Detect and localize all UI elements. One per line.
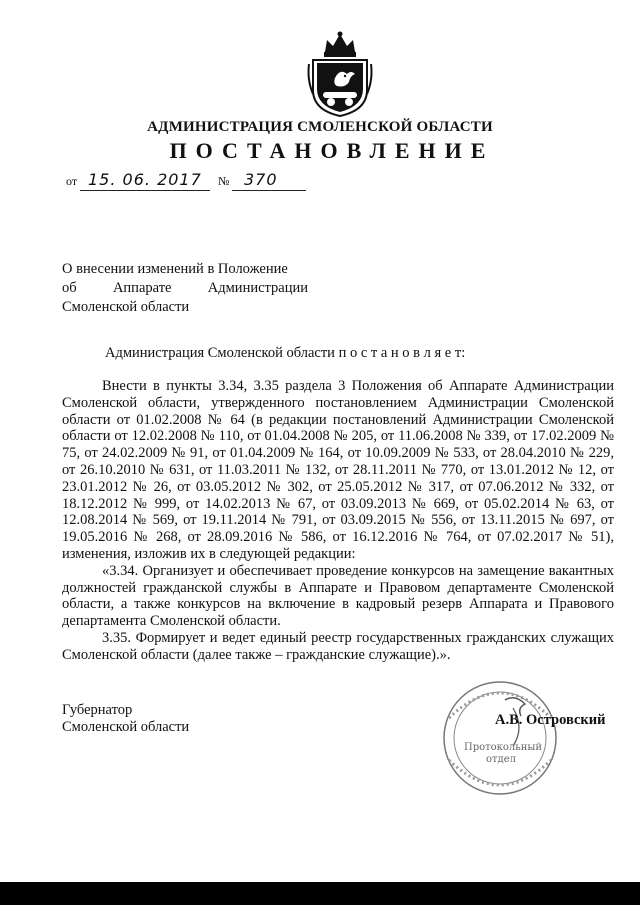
subject-line-2: об Аппарате Администрации bbox=[62, 280, 308, 296]
coat-of-arms-emblem bbox=[305, 30, 375, 118]
official-stamp bbox=[435, 678, 565, 798]
subject-line-1: О внесении изменений в Положение bbox=[62, 261, 288, 277]
date-number-line bbox=[66, 169, 306, 191]
stamp-center-line2: отдел bbox=[486, 754, 516, 765]
subject-block bbox=[62, 260, 308, 317]
date-underline bbox=[80, 190, 210, 191]
scan-bottom-edge bbox=[0, 882, 640, 905]
handwritten-number: 370 bbox=[244, 170, 278, 189]
date-from-label: от bbox=[66, 174, 78, 188]
handwritten-date: 15. 06. 2017 bbox=[88, 170, 202, 189]
resolution-intro: Администрация Смоленской области п о с т а н о в л я е т: bbox=[105, 345, 466, 361]
number-underline bbox=[232, 190, 306, 191]
signatory-title: Губернатор Смоленской области bbox=[62, 702, 190, 735]
organization-name: АДМИНИСТРАЦИЯ СМОЛЕНСКОЙ ОБЛАСТИ bbox=[147, 119, 493, 135]
subject-line-3: Смоленской области bbox=[62, 299, 190, 315]
stamp-center-line1: Протокольный bbox=[463, 742, 543, 753]
body-paragraph: «3.34. Организует и обеспечивает проведение конкурсов на замещение вакантных должностей гражданской службы в Аппарате и Правовом департаменте Смоленской области, а также конкурсов на включение в кадровый резерв Аппарата и Правового департамента Смоленской области. bbox=[62, 562, 614, 630]
resolution-body bbox=[62, 378, 614, 664]
number-label: № bbox=[218, 174, 230, 188]
document-type-title: ПОСТАНОВЛЕНИЕ bbox=[169, 138, 495, 163]
signatory-name: А.В. Островский bbox=[495, 712, 606, 728]
body-paragraph: Внести в пункты 3.34, 3.35 раздела 3 Положения об Аппарате Администрации Смоленской области, утвержденного постановлением Администрации Смоленской области от 01.02.2008 № 64 (в редакции постановлений Администрации Смоленской области от 12.02.2008 № 110, от 01.04.2008 № 205, от 11.06.2008 № 339, от 17.02.2009 № 75, от 24.02.2009 № 91, от 01.04.2009 № 164, от 10.09.2009 № 533, от 28.04.2010 № 229, от 26.10.2010 № 631, от 11.03.2011 № 132, от 28.11.2011 № 770, от 13.01.2012 № 12, от 23.01.2012 № 26, от 03.05.2012 № 302, от 25.05.2012 № 317, от 07.06.2012 № 332, от 18.12.2012 № 999, от 14.02.2013 № 67, от 03.09.2013 № 669, от 05.02.2014 № 63, от 12.08.2014 № 569, от 19.11.2014 № 791, от 03.09.2015 № 556, от 13.11.2015 № 697, от 19.05.2016 № 268, от 28.09.2016 № 586, от 16.12.2016 № 764, от 07.02.2017 № 51), изменения, изложив их в следующей редакции: bbox=[62, 378, 614, 562]
body-paragraph: 3.35. Формирует и ведет единый реестр государственных гражданских служащих Смоленской области (далее также – гражданские служащие).». bbox=[62, 629, 614, 663]
